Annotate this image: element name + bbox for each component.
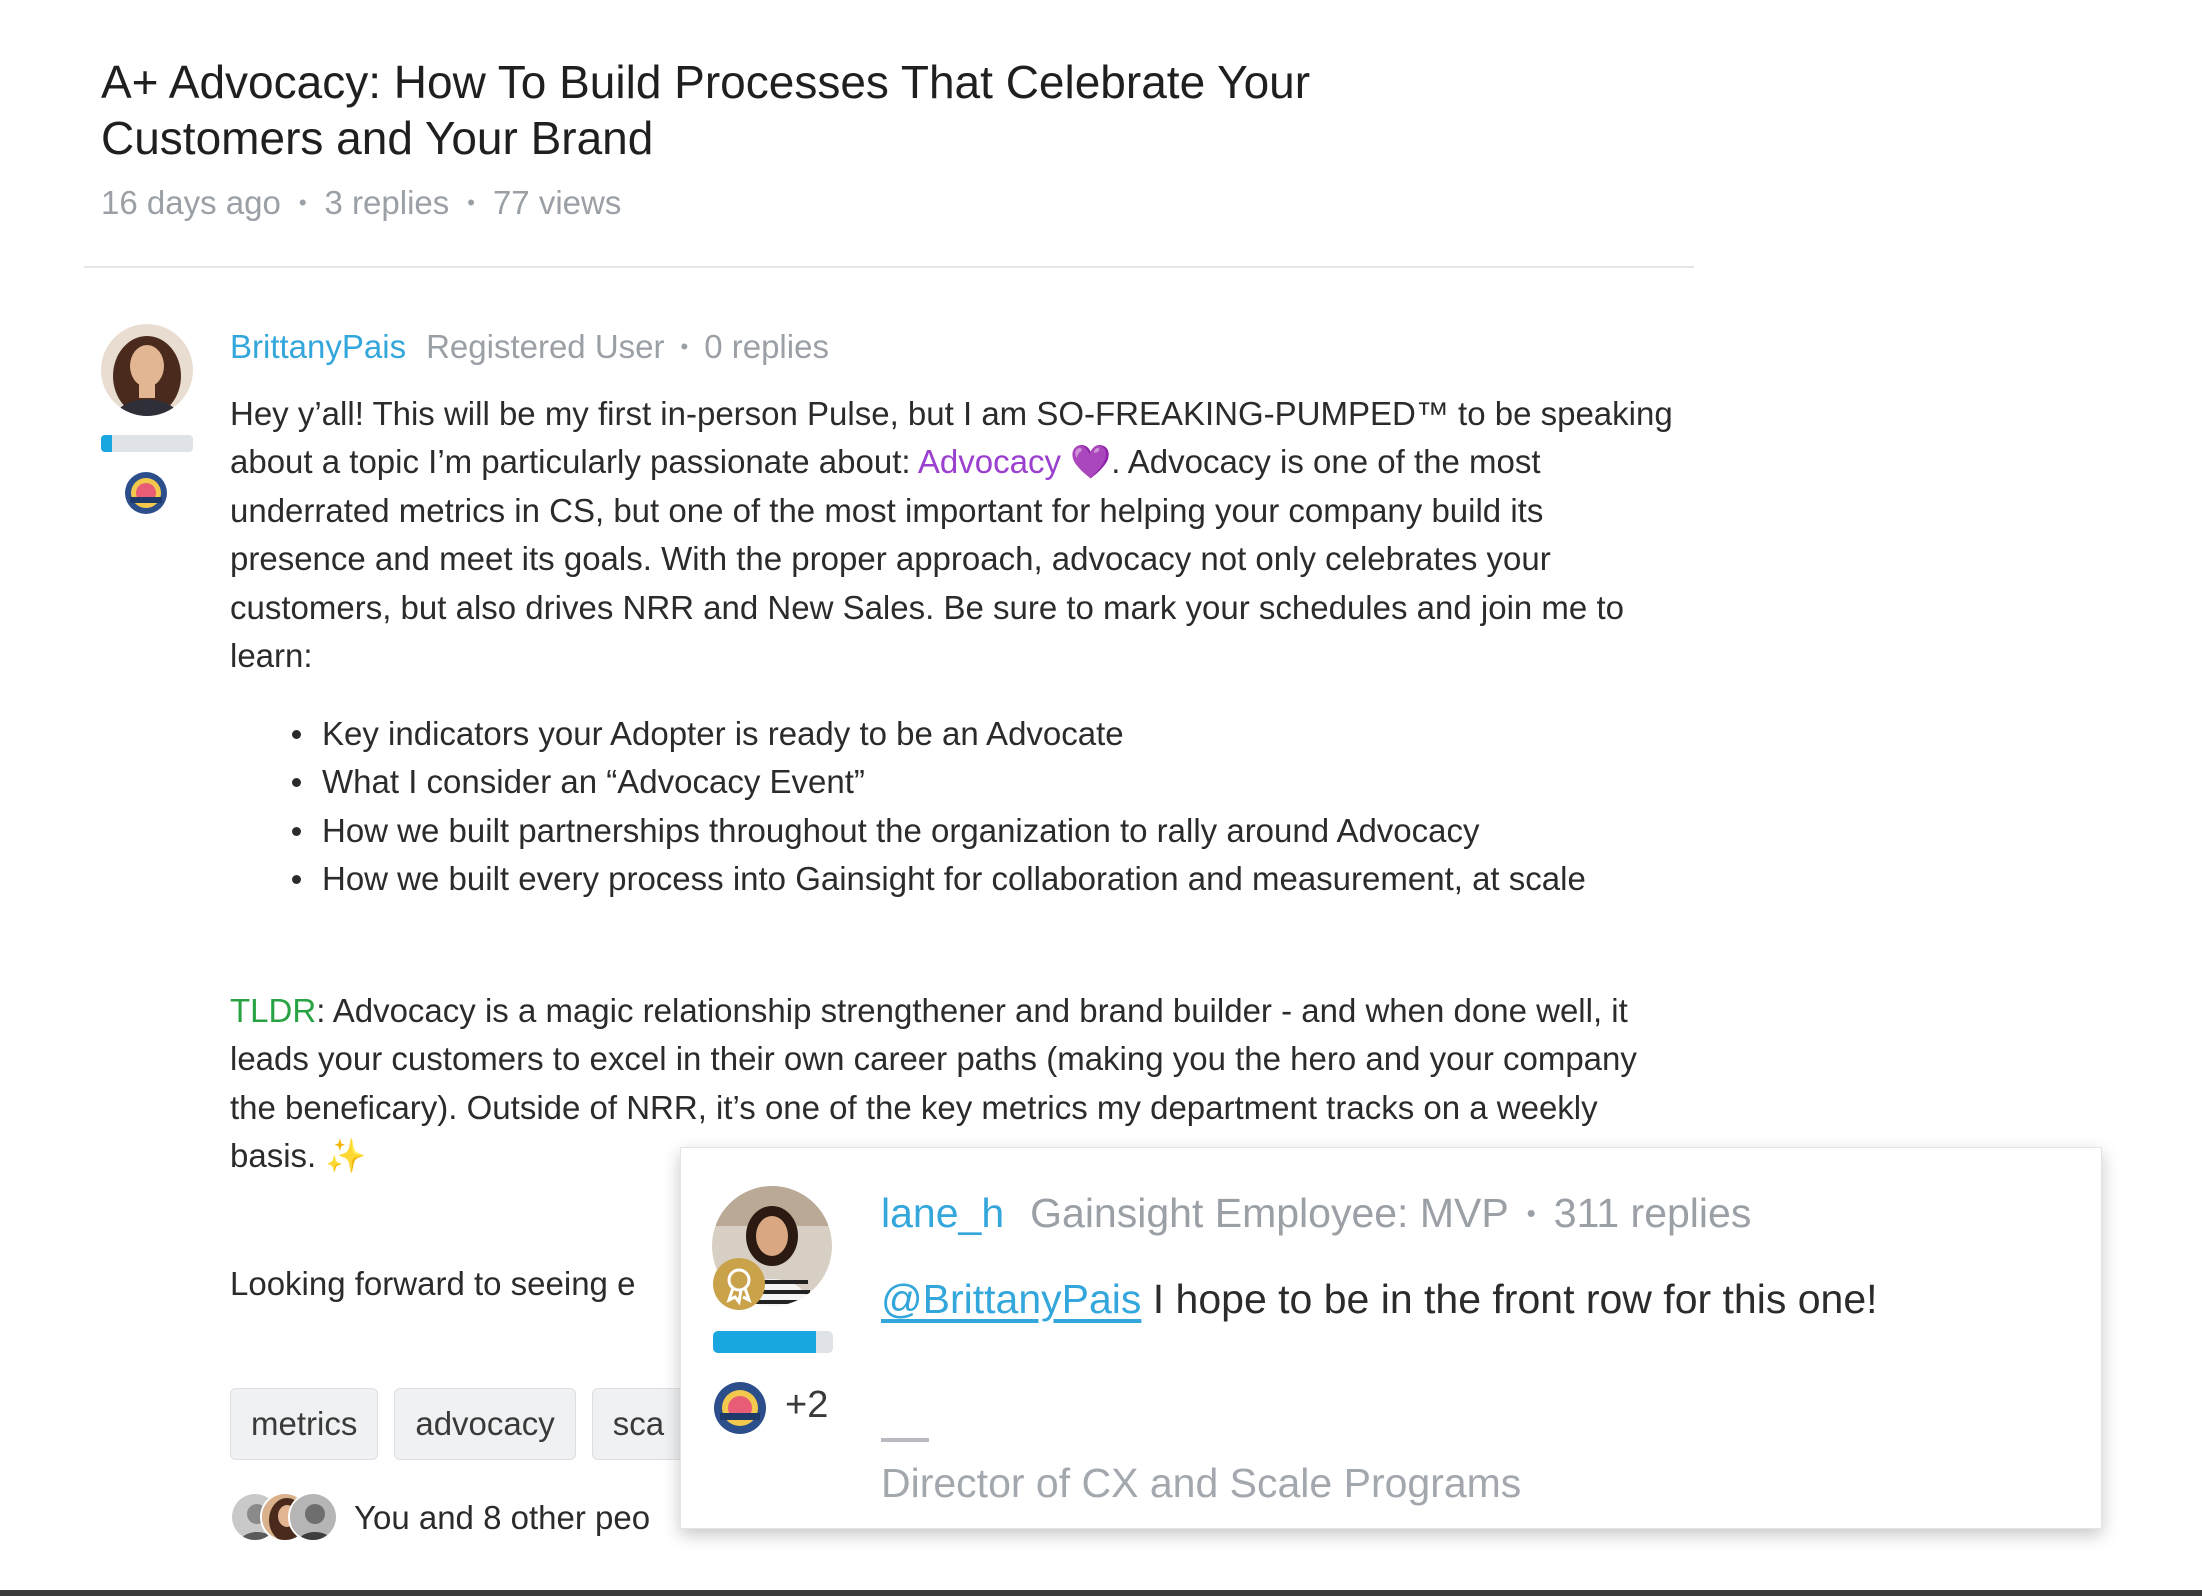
mention-link[interactable]: @BrittanyPais <box>881 1276 1142 1322</box>
author-role: Registered User <box>426 328 665 365</box>
author-avatar[interactable] <box>101 324 193 416</box>
event-badge-icon[interactable] <box>713 1381 767 1435</box>
list-item: Key indicators your Adopter is ready to be an Advocate <box>322 710 1652 758</box>
bottom-border <box>0 1590 2202 1596</box>
post-intro <box>230 390 1680 680</box>
closing-line: Looking forward to seeing e <box>230 1265 636 1302</box>
rank-progress-fill <box>713 1331 816 1353</box>
author-reply-count: 0 replies <box>704 328 829 365</box>
topic-meta <box>101 184 621 222</box>
rank-progress-fill <box>101 435 112 452</box>
award-ribbon-icon <box>711 1256 767 1312</box>
likes-row[interactable] <box>230 1492 684 1544</box>
reply-author-name-link[interactable]: lane_h <box>881 1190 1005 1236</box>
rank-progress-bar <box>101 435 193 452</box>
list-item: How we built partnerships throughout the organization to rally around Advocacy <box>322 807 1652 855</box>
separator-dot: • <box>467 190 475 215</box>
reply-author-line <box>881 1190 1751 1237</box>
reply-body <box>881 1276 1878 1323</box>
talk-topics-list <box>322 710 1652 904</box>
reply-author-role: Gainsight Employee: MVP <box>1030 1190 1509 1236</box>
likes-summary: You and 8 other peo <box>354 1499 651 1536</box>
reply-message: I hope to be in the front row for this one! <box>1141 1276 1878 1322</box>
header-divider <box>84 266 1694 268</box>
post-author-line <box>230 328 829 366</box>
reply-signature: Director of CX and Scale Programs <box>881 1460 1522 1506</box>
tag-advocacy[interactable]: advocacy <box>394 1388 575 1460</box>
sparkles-icon: ✨ <box>325 1137 367 1175</box>
separator-dot: • <box>680 334 689 359</box>
separator-dot: • <box>1526 1198 1536 1228</box>
topic-title: A+ Advocacy: How To Build Processes That Celebrate Your Customers and Your Brand <box>101 56 1311 164</box>
list-item: What I consider an “Advocacy Event” <box>322 758 1652 806</box>
author-name-link[interactable]: BrittanyPais <box>230 328 407 365</box>
list-item: How we built every process into Gainsight for collaboration and measurement, at scale <box>322 855 1652 903</box>
tldr-text: : Advocacy is a magic relationship strengthener and brand builder - and when done well, it leads your customers to excel in their own career paths (making you the hero and your company the beneficary). Outside of NRR, it’s one of the key metrics my department tracks on a weekly basis. <box>230 992 1637 1175</box>
advocacy-highlight: Advocacy <box>917 443 1061 481</box>
avatar <box>288 1492 338 1542</box>
more-badges-count[interactable]: +2 <box>785 1384 829 1426</box>
tag-scale[interactable]: sca <box>592 1388 685 1460</box>
topic-replies: 3 replies <box>324 184 450 221</box>
tldr-label: TLDR <box>230 992 317 1029</box>
purple-heart-icon: 💜 <box>1070 443 1112 481</box>
intro-text-end: . Advocacy is one of the most underrated metrics in CS, but one of the most important for helping your company build its presence and meet its goals. With the proper approach, advocacy not only celebrates your customers, but also drives NRR and New Sales. Be sure to mark your schedules and join me to learn: <box>230 443 1624 675</box>
topic-age: 16 days ago <box>101 184 281 221</box>
reply-card <box>680 1147 2102 1529</box>
event-badge-icon[interactable] <box>124 471 168 515</box>
reply-author-reply-count: 311 replies <box>1553 1190 1752 1236</box>
separator-dot: • <box>298 190 307 215</box>
tag-metrics[interactable]: metrics <box>230 1388 378 1460</box>
tag-list <box>230 1388 685 1460</box>
rank-progress-bar <box>713 1331 833 1353</box>
intro-text-start: Hey y’all! This will be my first in-person Pulse, but I am SO-FREAKING-PUMPED™ to be speaking about a topic I’m particularly passionate about: <box>230 395 1673 481</box>
signature-divider <box>881 1438 929 1442</box>
topic-views: 77 views <box>492 184 622 221</box>
liker-avatars <box>230 1492 340 1544</box>
post-intro-paragraph <box>230 390 1680 680</box>
